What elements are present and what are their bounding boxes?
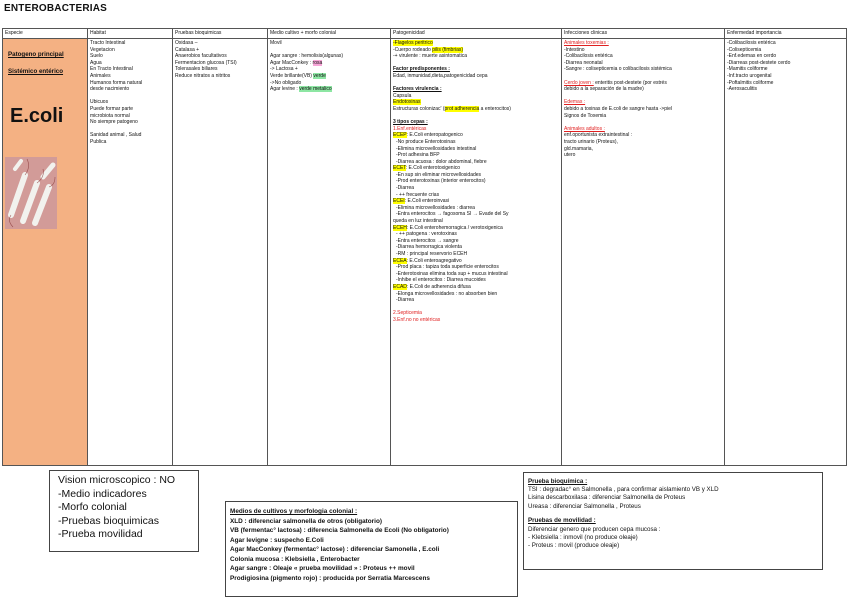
- medios-line: Prodigiosina (pigmento rojo) : producida por Serratia Marcescens: [230, 574, 430, 582]
- header-enfermedad: Enfermedad importancia: [725, 29, 847, 39]
- cell-enfermedad: [725, 39, 847, 466]
- species-name: E.coli: [10, 105, 64, 128]
- infec-line: debido a toxinas de E.coli de sangre hasta ->piel: [564, 105, 672, 112]
- medios-heading: Medios de cultivos y morfologia colonial :: [230, 508, 358, 515]
- medio-lactosa: -> Lactosa +: [270, 66, 298, 73]
- infec-line: tracto urinario (Proteus),: [564, 138, 618, 145]
- header-medio: Medio cultivo + morfo colonial: [268, 29, 391, 39]
- enfermedad-line: -Diarreas post-destete cerdo: [727, 59, 791, 66]
- cepa-line: - ++ frecuente crias: [396, 191, 440, 198]
- pruebas-line: Diferenciar genero que producen cepa mucosa :: [528, 525, 661, 533]
- habitat-line: Puede formar parte: [90, 105, 134, 112]
- header-patogenicidad: Patogenicidad: [391, 29, 562, 39]
- header-bioquimicas: Pruebas bioquimicas: [173, 29, 268, 39]
- habitat-line: microbiota normal: [90, 112, 130, 119]
- habitat-line: Humanos forma natural: [90, 79, 143, 86]
- pato-virulente: -+ virulente : muerte asintomatica: [393, 53, 468, 60]
- pato-estructuras: Estructuras colonizac' (prot adherencia a enterocitos): [393, 105, 511, 112]
- cepa-line: queda en luz intestinal: [393, 218, 443, 225]
- cepa-line: -Entra enterocitos → fagosoma SI → Evade del Sy: [396, 211, 509, 218]
- infec-line: debido a la separación de la madre): [564, 86, 644, 93]
- medio-no-obligado: ->No obligado: [270, 79, 302, 86]
- cell-bioquimicas: [173, 39, 268, 466]
- cepa-ecet: ECET: E.Coli enterotoxigenico: [393, 165, 460, 172]
- pruebas-line: - Klebsiella : inmovil (no produce oleaje): [528, 533, 638, 541]
- infec-line: -Intestino: [564, 46, 585, 53]
- infec-edemas-heading: Edemas :: [564, 99, 586, 106]
- cepa-line: -Elonga microvellosidades : no absorben bien: [396, 290, 498, 297]
- pruebas-box: [523, 472, 823, 570]
- pato-septicemia: 2.Septicemia: [393, 310, 422, 317]
- enfermedad-line: -Mamitis coliforme: [727, 66, 768, 73]
- bioquimica-line: Tolerasales biliares: [175, 66, 218, 73]
- enfermedad-line: -Aerosaculitis: [727, 86, 758, 93]
- habitat-line: Tracto Intestinal: [90, 40, 126, 46]
- habitat-line: Agua: [90, 59, 102, 66]
- cepa-line: -Prod enterotoxinas (interior enterocitos): [396, 178, 486, 185]
- ecoli-bacteria-image: [5, 157, 57, 229]
- habitat-line: desde nacimiento: [90, 86, 130, 93]
- medios-line: Agar MacConkey (fermentac° lactose) : diferenciar Samonella , E.coli: [230, 546, 440, 553]
- vision-line: -Medio indicadores: [58, 487, 147, 500]
- page-title: ENTEROBACTERIAS: [4, 3, 108, 14]
- cell-medio: [268, 39, 391, 466]
- infec-toxemias-heading: Animales toxemias :: [564, 40, 609, 46]
- infec-line: utero: [564, 152, 576, 159]
- cell-infecciones: [562, 39, 725, 466]
- pato-endotoxinas: Endotoxinas: [393, 99, 421, 106]
- cepa-line: -Prod placa : tapiza toda superficie enterocitos: [396, 264, 499, 271]
- highlight-verde-metalico: verde metalico: [299, 86, 332, 93]
- infec-line: -Sangre : colisepticemia o colibacilosis sistémica: [564, 66, 672, 73]
- habitat-line: En Tracto Intestinal: [90, 66, 133, 73]
- bioquimica-line: Anaerobios facultativos: [175, 53, 227, 60]
- infec-line: Signos de Toxemia: [564, 112, 607, 119]
- cell-habitat: [88, 39, 173, 466]
- enterobacterias-table: [2, 28, 847, 466]
- bioquimica-line: Catalasa +: [175, 46, 200, 53]
- medios-line: Agar sangre : Oleaje « prueba movilidad » : Proteus ++ movil: [230, 565, 415, 572]
- pruebas-line: - Proteus : movil (produce oleaje): [528, 542, 620, 550]
- pato-predisp-heading: Factor predisponentes :: [393, 66, 450, 73]
- cepa-line: -Diarrea acuosa : dolor abdominal, fiebre: [396, 158, 487, 165]
- habitat-line: Publica: [90, 138, 107, 145]
- cepa-ecad: ECAD: E.Coli de adherencia difusa: [393, 283, 471, 290]
- vision-line: -Morfo colonial: [58, 501, 127, 513]
- header-especie: Especie: [3, 29, 88, 39]
- pato-no-entericas: 3.Enf.no no entéricas: [393, 316, 441, 323]
- cepa-line: -Prot adhesina BFP: [396, 152, 440, 159]
- vision-box: [49, 470, 199, 552]
- pato-flagelos: -Flagelos peritrico: [393, 40, 433, 46]
- medios-line: Agar levigne : suspecho E.Coli: [230, 536, 324, 544]
- cepa-ecea: ECEA: E.Coli enteroagregativo: [393, 257, 462, 264]
- table-header-row: [3, 29, 847, 39]
- medio-sangre: Agar sangre : hemolisis(algunas): [270, 53, 344, 60]
- cell-especie: [3, 39, 88, 466]
- medio-levine: Agar levine : verde metalico: [270, 86, 332, 93]
- cepa-line: -Enterotoxinas elimina toda sup + mucus intestinal: [396, 270, 508, 277]
- cepa-line: -Diarrea: [396, 185, 415, 192]
- vision-line: Vision microscopico : NO: [58, 474, 176, 486]
- cepa-line: -RM : principal reservorio ECEH: [396, 251, 468, 257]
- vision-line: -Pruebas bioquimicas: [58, 514, 159, 527]
- bioquimica-line: Reduce nitratos a nitritos: [175, 72, 231, 79]
- pato-enteric: 1.Enf.entéricas: [393, 125, 427, 132]
- pato-predisp: Edad, inmunidad,dieta,patogenicidad cepa: [393, 72, 488, 79]
- enfermedad-line: -Enf.edemas en cerdo: [727, 53, 777, 60]
- cepa-ecep: ECEP: E.Coli enteropatogenico: [393, 132, 463, 139]
- medio-movil: Movil: [270, 40, 282, 46]
- cepa-ecei: ECEI: E.Coli enteroinvasi: [393, 198, 450, 205]
- enfermedad-line: -Colisepticemia: [727, 46, 762, 53]
- medio-macconkey: Agar MacConkey : rosa: [270, 59, 323, 66]
- enfermedad-line: -Colibacilosis entérica: [727, 40, 776, 46]
- cepa-line: -Diarrea hemorragica violenta: [396, 244, 462, 251]
- vision-line: -Prueba movilidad: [58, 528, 143, 540]
- enfermedad-line: -Inf.tracto urogenital: [727, 72, 772, 79]
- enfermedad-line: -Poftalmitis coliforme: [727, 79, 774, 86]
- habitat-line: Sanidad animal , Salud: [90, 132, 142, 139]
- cepa-line: -Entra enterocitos → sangre: [396, 237, 459, 244]
- medios-line: XLD : diferenciar salmonella de otros (obligatorio): [230, 517, 382, 525]
- infec-adultos-heading: Animales adultos :: [564, 125, 605, 132]
- header-infecciones: Infecciones clinicas: [562, 29, 725, 39]
- habitat-line: Ubicuos: [90, 99, 109, 106]
- cepa-line: -Elimina microvellosidades : diarrea: [396, 204, 475, 211]
- habitat-line: Vegetacion: [90, 46, 115, 53]
- sistemico-label: Sistémico entérico: [8, 67, 64, 75]
- cepa-eceh: ECEH: E.Coli enterohemorragica / verotoxigenica: [393, 224, 503, 231]
- cepa-line: - ++ patogena : verotoxinas: [396, 231, 457, 238]
- pruebas-movilidad-heading: Pruebas de movilidad :: [528, 517, 596, 525]
- habitat-line: Suelo: [90, 53, 103, 60]
- pruebas-line: Lisina descarboxilasa : diferenciar Salmonella de Proteus: [528, 494, 686, 502]
- infec-line: -Colibacilosis entérica: [564, 53, 613, 60]
- pruebas-line: Ureasa : diferenciar Salmonella , Proteus: [528, 502, 641, 510]
- highlight-rosa: rosa: [312, 59, 323, 66]
- pruebas-bioquimica-heading: Prueba bioquímica :: [528, 478, 588, 485]
- pato-pili: -Cuerpo rodeado pilis (fimbrias): [393, 46, 464, 53]
- medios-line: VB (fermentac° lactosa) : diferencia Salmonella de Ecoli (No obligatorio): [230, 527, 449, 534]
- infec-line: gld.mamaria,: [564, 145, 593, 152]
- cepa-line: -Diarrea: [396, 297, 415, 304]
- habitat-line: Animales: [90, 72, 111, 79]
- pruebas-line: TSI : degradac° en Salmonella , para confirmar aislamiento VB y XLD: [528, 486, 719, 494]
- habitat-line: No siempre patogeno: [90, 119, 138, 126]
- cepa-line: -No produce Enterotoxinas: [396, 138, 456, 145]
- bioquimica-line: Oxidasa –: [175, 40, 198, 46]
- cepa-line: -En sup sin eliminar microvellosidades: [396, 171, 482, 178]
- header-habitat: Habitat: [88, 29, 173, 39]
- medios-box: [225, 501, 518, 597]
- medio-verde: Verde brillante(VB) verde: [270, 72, 326, 79]
- patogeno-label: Patogeno principal: [8, 51, 64, 58]
- bioquimica-line: Fermentacion glucosa (TSI): [175, 59, 237, 66]
- cepa-line: -Elimina microvellosidades intestinal: [396, 145, 477, 152]
- cepa-line: -Inhibe el enterocitos : Diarrea mucoides: [396, 277, 486, 284]
- infec-line: -Diarrea neonatal: [564, 59, 603, 66]
- pato-cepas-heading: 3 tipos cepas :: [393, 119, 428, 126]
- table-row-ecoli: [3, 39, 847, 466]
- cell-patogenicidad: [391, 39, 562, 466]
- medios-line: Colonia mucosa : Klebsiella , Enterobacter: [230, 555, 360, 563]
- pato-capsula: Capsula: [393, 92, 412, 99]
- infec-cerdo: Cerdo joven : enteritis post-destete (por estrés: [564, 79, 667, 86]
- infec-line: enf.oportunista extraintestinal :: [564, 132, 633, 139]
- pato-virulencia-heading: Factores virulencia :: [393, 86, 442, 93]
- highlight-verde: verde: [313, 72, 326, 79]
